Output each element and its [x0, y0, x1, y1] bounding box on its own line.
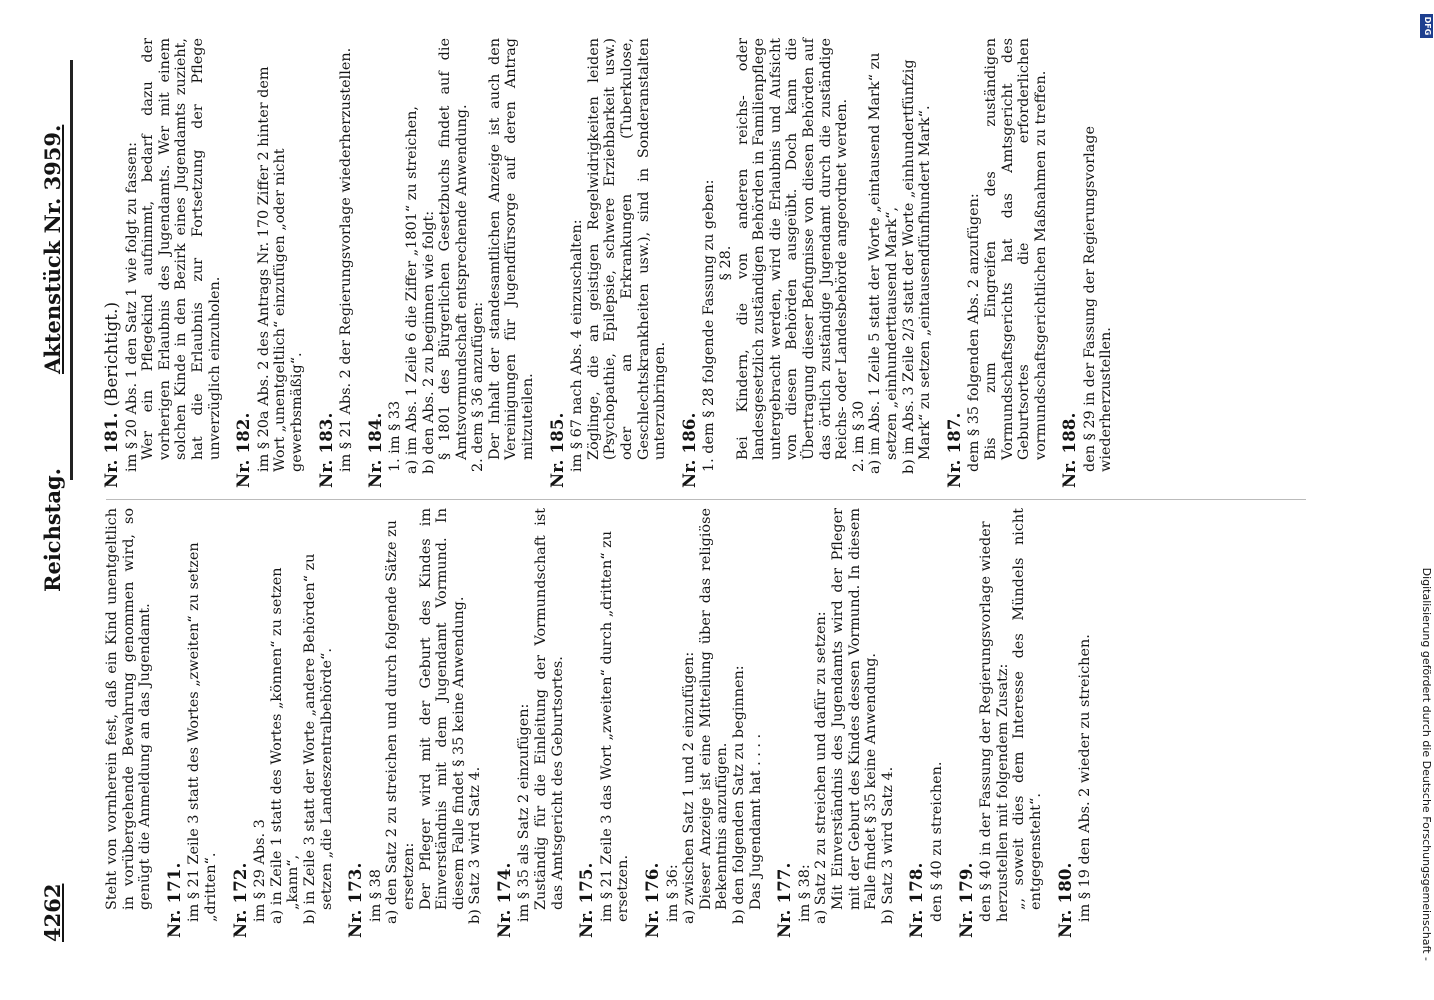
entry-text: a) im Abs. 1 Zeile 5 statt der Worte „eintausend Mark“ zu setzen „einhunderttausend Mark“,	[867, 52, 900, 474]
entry-heading: Nr. 178.	[907, 862, 927, 938]
entry-quote: Der Pfleger wird mit der Geburt des Kindes im Einverständnis mit dem Jugendamt Vormund. In diesem Falle findet § 35 keine Anwendung.	[417, 508, 467, 910]
entry-text: b) den folgenden Satz zu beginnen:	[731, 665, 747, 924]
entry-quote: Bei Kindern, die von anderen reichs- oder landesgesetzlich zuständigen Behörden in Familienpflege untergebracht werden, wird die Erlaubnis und Aufsicht von diesen Behörden ausgeübt. Doch kann die Übertragung dieser Befugnisse von diesen Behörden auf das örtlich zuständige Jugendamt durch die zuständige Reichs- oder Landesbehörde angeordnet werden.	[734, 38, 851, 460]
section-title: § 28.	[718, 245, 734, 281]
entry-text: im § 21 Abs. 2 der Regierungsvorlage wiederherzustellen.	[338, 47, 355, 472]
entry-text: 2. im § 30	[850, 400, 867, 472]
entry-quote: Das Jugendamt hat . . . .	[747, 733, 764, 910]
right-column	[104, 38, 1115, 488]
header-rule	[70, 60, 73, 480]
entry-text: im § 38	[367, 869, 384, 922]
entry-text: 1. im § 33	[387, 400, 404, 472]
entry-text: a) im Abs. 1 Zeile 6 die Ziffer „1801“ zu streichen,	[403, 106, 420, 474]
entry-text: b) Satz 3 wird Satz 4.	[467, 766, 484, 924]
entry-heading: Nr. 174.	[494, 862, 514, 938]
entry-text: a) in Zeile 1 statt des Wortes „können“ zu setzen „kann“,	[268, 567, 302, 924]
left-column	[104, 508, 1094, 938]
entry-quote: Der Inhalt der standesamtlichen Anzeige ist auch den Vereinigungen für Jugendfürsorge auf deren Antrag mitzuteilen.	[486, 38, 537, 460]
page-header	[40, 42, 70, 942]
entry-heading: Nr. 187.	[944, 412, 964, 488]
entry-text: im § 36:	[664, 864, 681, 922]
entry-text: b) Satz 3 wird Satz 4.	[879, 766, 896, 924]
entry-heading: Nr. 188.	[1060, 412, 1080, 488]
entry-text: im § 21 Zeile 3 das Wort „zweiten“ durch „dritten“ zu ersetzen.	[598, 531, 632, 922]
entry-text: im § 35 als Satz 2 einzufügen:	[516, 703, 533, 922]
entry-text: a) zwischen Satz 1 und 2 einzufügen:	[681, 651, 698, 924]
entry-heading: Nr. 179.	[956, 862, 976, 938]
entry-heading: Nr. 176.	[643, 862, 663, 938]
entry-text: im § 20a Abs. 2 des Antrags Nr. 170 Ziffer 2 hinter dem Wort „unentgeltlich“ einzufügen „oder nicht gewerbsmäßig“.	[255, 66, 305, 472]
entry-heading: Nr. 173.	[346, 862, 366, 938]
digitization-credit	[1418, 6, 1434, 991]
entry-text: den § 40 in der Fassung der Regierungsvorlage wieder herzustellen mit folgendem Zusatz:	[978, 521, 1011, 922]
intro-paragraph: Steht von vornherein fest, daß ein Kind unentgeltlich in vorübergehende Bewahrung genommen wird, so genügt die Anmeldung an das Jugendamt.	[104, 508, 154, 910]
entry-heading: Nr. 175.	[577, 862, 597, 938]
document-number: Aktenstück Nr. 3959.	[40, 124, 65, 374]
entry-heading: Nr. 182.	[234, 412, 254, 488]
entry-text: den § 40 zu streichen.	[928, 761, 945, 922]
entry-text: b) im Abs. 3 Zeile 2/3 statt der Worte „einhundertfünfzig Mark“ zu setzen „eintausendfünfhundert Mark“.	[900, 59, 934, 474]
entry-text: im § 19 den Abs. 2 wieder zu streichen.	[1077, 634, 1094, 922]
entry-text: b) den Abs. 2 zu beginnen wie folgt:	[420, 210, 437, 474]
entry-text: den § 29 in der Fassung der Regierungsvorlage wiederherzustellen.	[1081, 126, 1115, 472]
entry-text: im § 67 nach Abs. 4 einzuschalten:	[569, 219, 586, 472]
entry-heading: Nr. 180.	[1055, 862, 1075, 938]
entry-heading: Nr. 172.	[230, 862, 250, 938]
entry-heading: Nr. 186.	[679, 412, 699, 488]
entry-text: im § 20 Abs. 1 den Satz 1 wie folgt zu fassen:	[123, 142, 140, 472]
entry-text: b) in Zeile 3 statt der Worte „andere Behörden“ zu setzen „die Landeszentralbehörde“.	[301, 553, 335, 924]
entry-quote: Bis zum Eingreifen des zuständigen Vormundschaftsgerichts hat das Amtsgericht des Geburtsortes die erforderlichen vormundschaftsgerichtlichen Maßnahmen zu treffen.	[982, 38, 1049, 460]
entry-text: im § 29 Abs. 3	[252, 819, 269, 922]
entry-quote: Wer ein Pflegekind aufnimmt, bedarf dazu der vorherigen Erlaubnis des Jugendamts. Wer mit einem solchen Kinde in den Bezirk eines Jugendamts zuzieht, hat die Erlaubnis zur Fortsetzung der Pflege unverzüglich einzuholen.	[140, 38, 223, 460]
entry-text: 1. dem § 28 folgende Fassung zu geben:	[701, 179, 718, 472]
entry-quote: Mit Einverständnis des Jugendamts wird der Pfleger mit der Geburt des Kindes dessen Vormund. In diesem Falle findet § 35 keine Anwendung.	[829, 508, 880, 910]
entry-heading: Nr. 184.	[365, 412, 385, 488]
entry-heading: Nr. 171.	[164, 862, 184, 938]
entry-heading: Nr. 185.	[547, 412, 567, 488]
entry-quote: § 1801 des Bürgerlichen Gesetzbuchs findet auf die Amtsvormundschaft entsprechende Anwendung.	[437, 38, 470, 460]
entry-text: dem § 35 folgenden Abs. 2 anzufügen:	[966, 193, 983, 472]
dfg-logo	[1420, 14, 1433, 38]
entry-heading: Nr. 177.	[775, 862, 795, 938]
page-number: 4262	[40, 883, 65, 942]
entry-note: (Berichtigt.)	[102, 301, 121, 407]
entry-quote: Dieser Anzeige ist eine Mitteilung über das religiöse Bekenntnis anzufügen.	[697, 508, 731, 910]
credit-text: Digitalisierung gefördert durch die Deutsche Forschungsgemeinschaft -	[1420, 567, 1433, 961]
entry-quote: Zuständig für die Einleitung der Vormundschaft ist das Amtsgericht des Geburtsortes.	[533, 508, 566, 910]
entry-text: 2. dem § 36 anzufügen:	[470, 301, 487, 472]
entry-quote: „, soweit dies dem Interesse des Mündels nicht entgegensteht“.	[1011, 508, 1044, 910]
entry-number: Nr. 181.	[102, 412, 121, 488]
entry-heading	[104, 38, 121, 488]
entry-heading: Nr. 183.	[316, 412, 336, 488]
entry-text: im § 38:	[796, 864, 813, 922]
header-title: Reichstag.	[40, 468, 65, 592]
entry-text: a) Satz 2 zu streichen und dafür zu setzen:	[813, 611, 830, 924]
entry-text: a) den Satz 2 zu streichen und durch folgende Sätze zu ersetzen:	[384, 520, 417, 924]
entry-quote: Zöglinge, die an geistigen Regelwidrigkeiten leiden (Psychopathie, Epilepsie, schwere Erziehbarkeit usw.) oder an Erkrankungen (Tuberkulose, Geschlechtskrankheiten usw.), sind in Sonderanstalten unterzubringen.	[585, 38, 669, 460]
column-divider	[106, 499, 1306, 500]
entry-text: im § 21 Zeile 3 statt des Wortes „zweiten“ zu setzen „dritten“.	[186, 542, 219, 922]
logo-text: DFG	[1423, 16, 1432, 36]
